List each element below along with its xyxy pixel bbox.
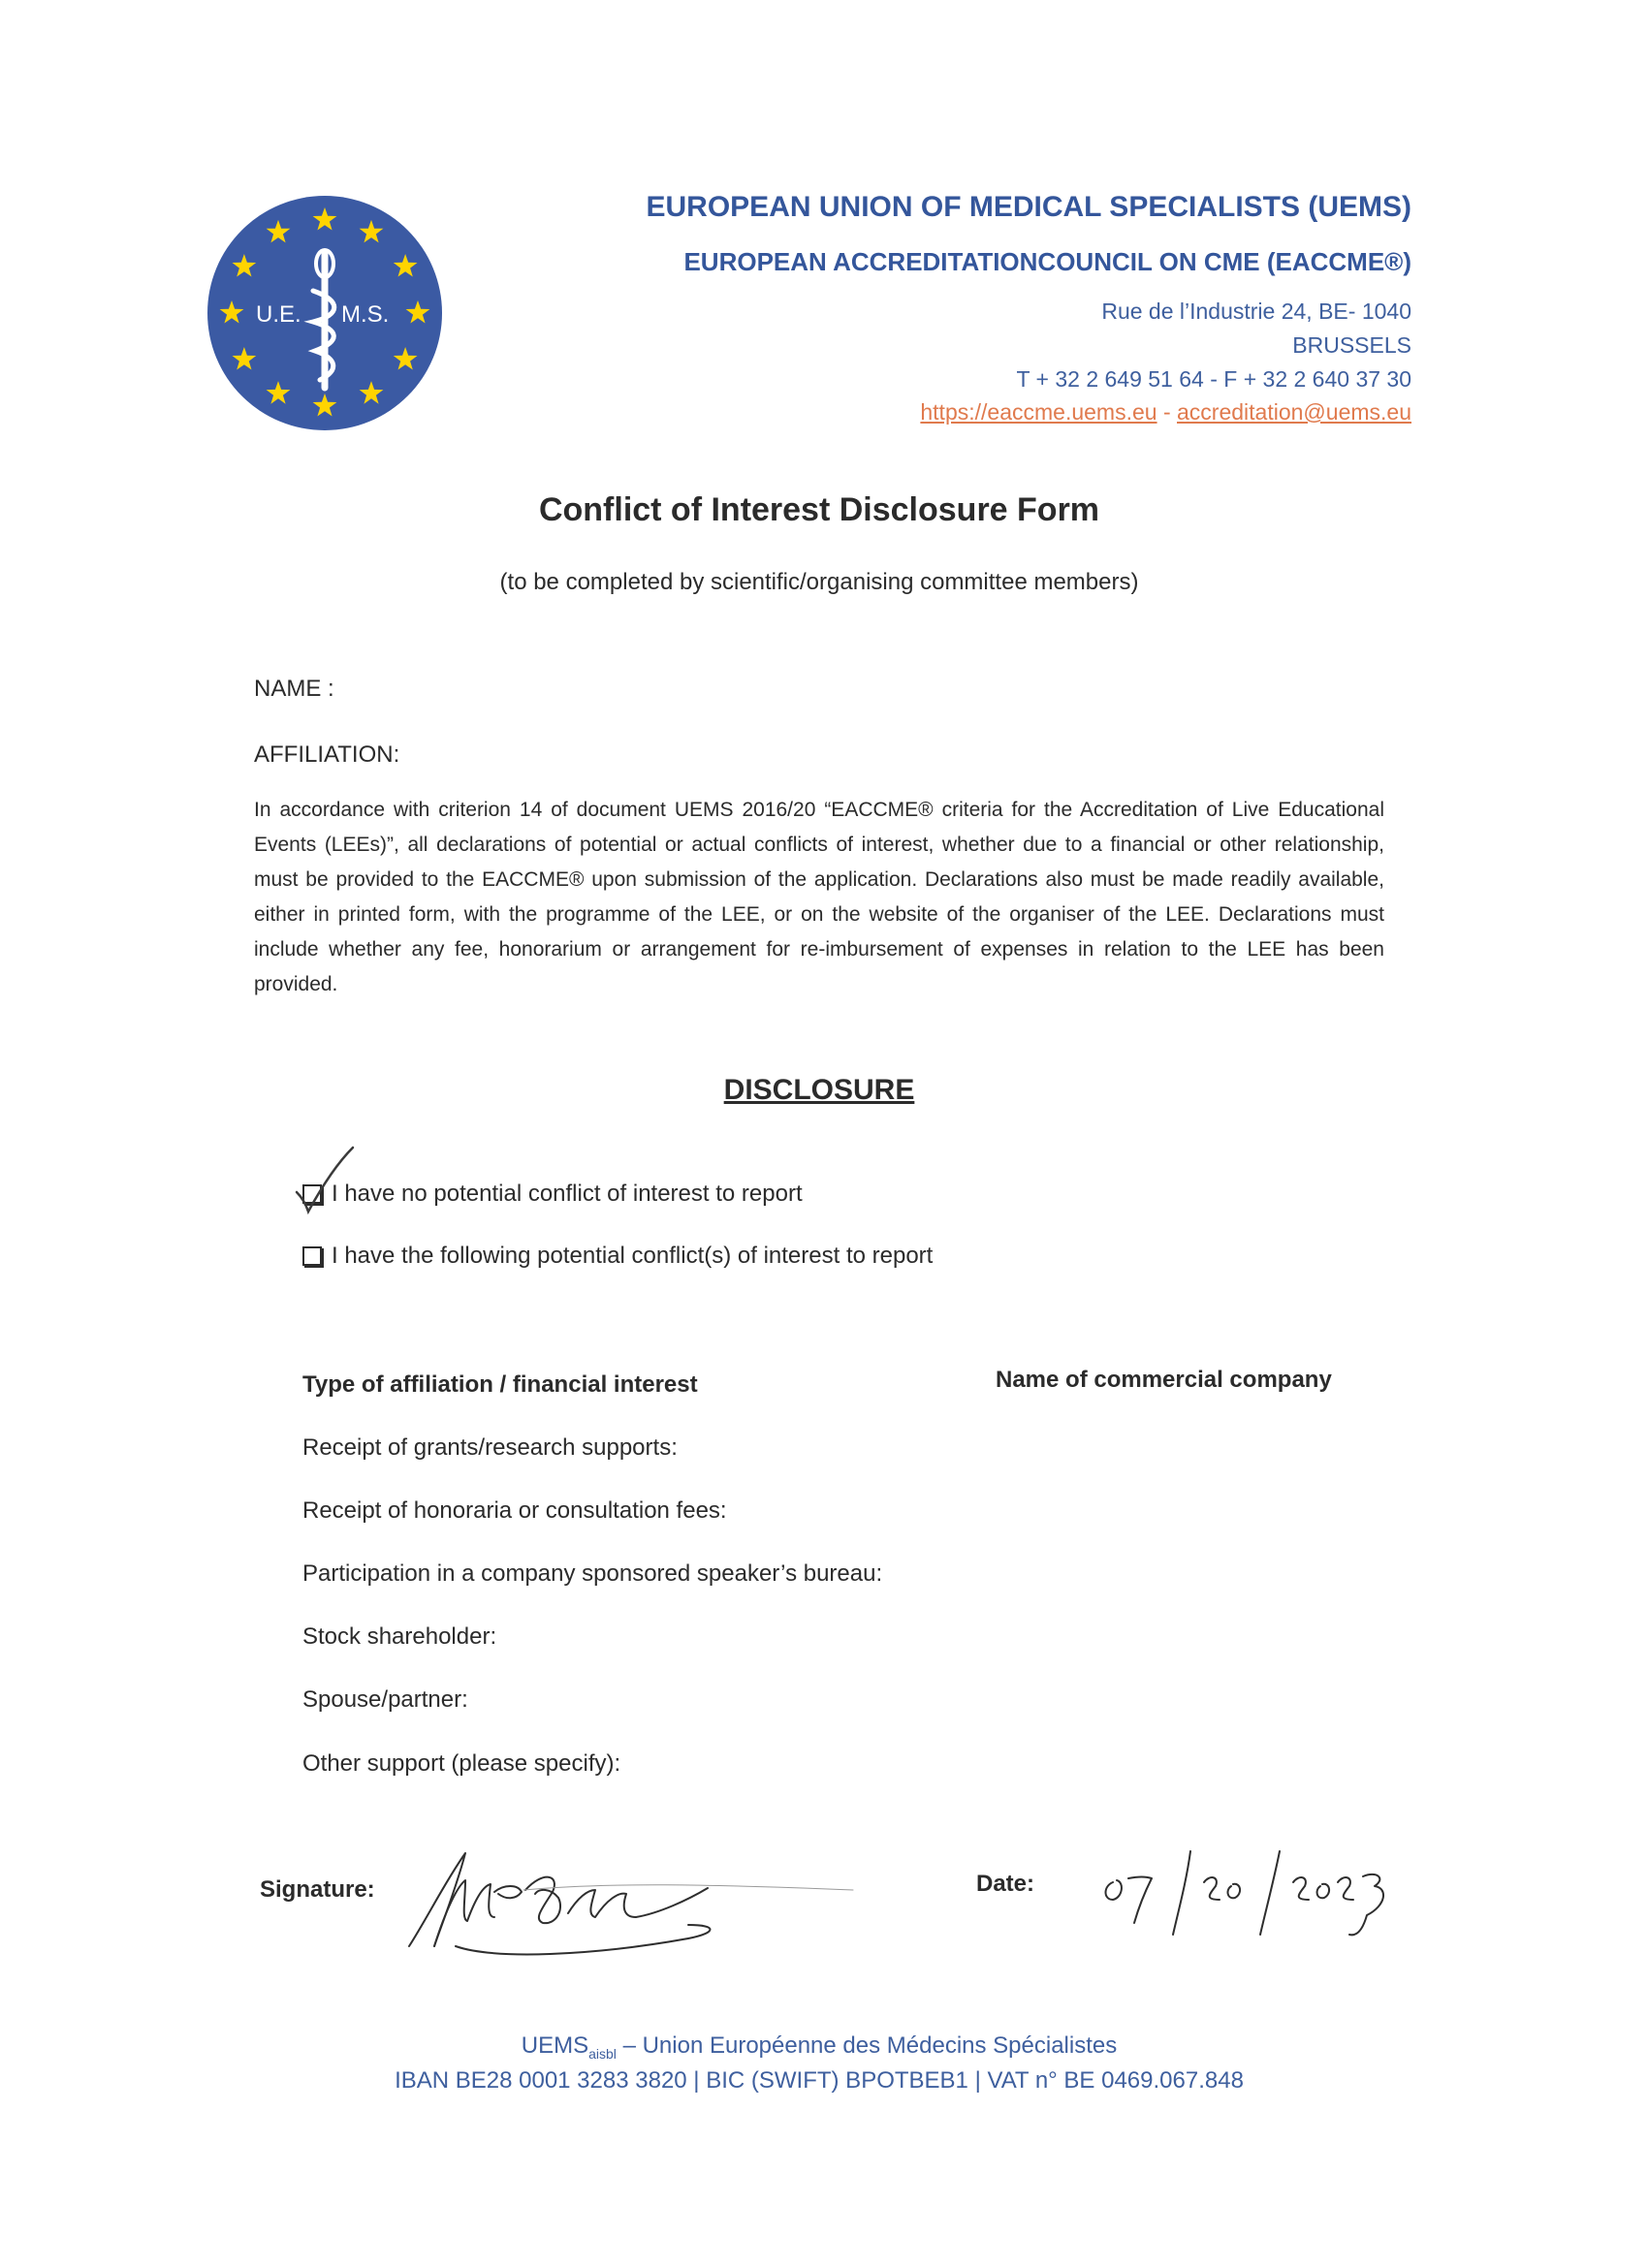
signature-label: Signature: (260, 1876, 375, 1903)
date-label: Date: (976, 1871, 1035, 1897)
interest-row-honoraria: Receipt of honoraria or consultation fees: (302, 1497, 727, 1524)
option-no-conflict[interactable] (302, 1181, 803, 1208)
column-header-type: Type of affiliation / financial interest (302, 1371, 698, 1398)
interest-row-spouse: Spouse/partner: (302, 1686, 468, 1713)
form-title: Conflict of Interest Disclosure Form (538, 491, 1100, 528)
footer-org-rest: – Union Européenne des Médecins Spécialistes (616, 2032, 1118, 2059)
link-separator: - (1157, 399, 1178, 425)
interest-row-other: Other support (please specify): (302, 1750, 621, 1777)
handwritten-signature (397, 1832, 863, 1968)
footer-bank-line: IBAN BE28 0001 3283 3820 | BIC (SWIFT) BPOTBEB1 | VAT n° BE 0469.067.848 (395, 2067, 1244, 2094)
disclosure-heading: DISCLOSURE (723, 1074, 915, 1106)
interest-row-speakers-bureau: Participation in a company sponsored speaker’s bureau: (302, 1560, 883, 1587)
option-has-conflict-label: I have the following potential conflict(s) of interest to report (332, 1243, 934, 1269)
phone-fax: T + 32 2 649 51 64 - F + 32 2 640 37 30 (1016, 366, 1411, 392)
logo-text-left: U.E. (256, 301, 301, 328)
checkbox-has-conflict[interactable] (302, 1246, 322, 1266)
address-line-1: Rue de l’Industrie 24, BE- 1040 (1101, 299, 1411, 324)
contact-links (920, 399, 1411, 425)
footer-org-suffix: aisbl (588, 2045, 617, 2062)
handwritten-check-icon (293, 1144, 361, 1215)
column-header-company: Name of commercial company (996, 1367, 1332, 1393)
form-subtitle: (to be completed by scientific/organising committee members) (499, 569, 1139, 595)
uems-logo (206, 194, 444, 432)
name-label: NAME : (254, 676, 334, 702)
footer-org-prefix: UEMS (521, 2032, 589, 2059)
address-line-2: BRUSSELS (1292, 332, 1411, 358)
option-no-conflict-label: I have no potential conflict of interest to report (332, 1181, 803, 1207)
option-has-conflict[interactable] (302, 1243, 933, 1270)
logo-text-right: M.S. (341, 301, 390, 328)
interest-row-grants: Receipt of grants/research supports: (302, 1434, 678, 1461)
website-link[interactable]: https://eaccme.uems.eu (920, 399, 1157, 425)
affiliation-label: AFFILIATION: (254, 741, 400, 768)
email-link[interactable]: accreditation@uems.eu (1177, 399, 1411, 425)
council-name: EUROPEAN ACCREDITATIONCOUNCIL ON CME (EACCME®) (683, 247, 1411, 276)
handwritten-date (1095, 1822, 1444, 1938)
org-name: EUROPEAN UNION OF MEDICAL SPECIALISTS (UEMS) (646, 191, 1411, 223)
intro-paragraph: In accordance with criterion 14 of document UEMS 2016/20 “EACCME® criteria for the Accreditation of Live Educational Events (LEEs)”, all declarations of potential or actual conflicts of interest, whether due to a financial or other relationship, must be provided to the EACCME® upon submission of the application. Declarations also must be made readily available, either in printed form, with the programme of the LEE, or on the website of the organiser of the LEE. Declarations must include whether any fee, honorarium or arrangement for re-imbursement of expenses in relation to the LEE has been provided. (254, 799, 1384, 995)
interest-row-stock: Stock shareholder: (302, 1623, 497, 1650)
footer-org-line (0, 2032, 1638, 2062)
